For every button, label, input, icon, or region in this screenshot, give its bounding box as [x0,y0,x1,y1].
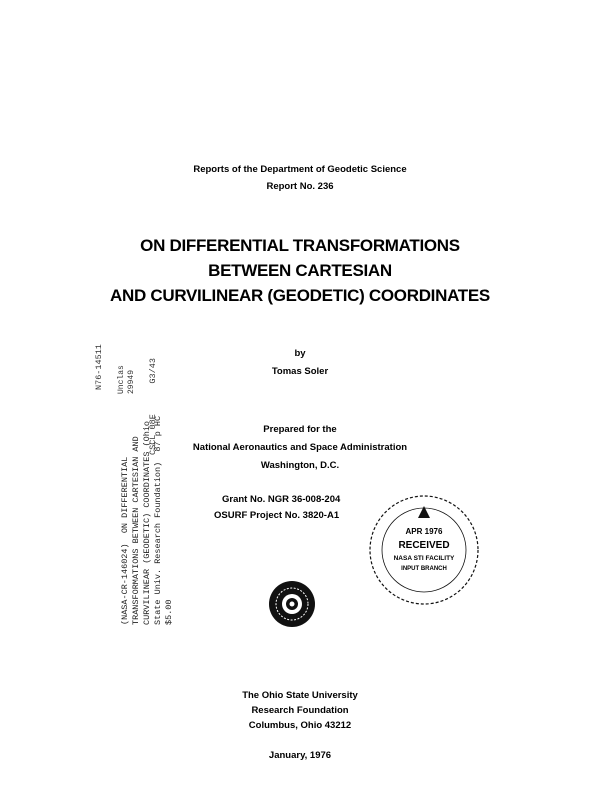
stamp-status: RECEIVED [398,540,450,551]
report-number: Report No. 236 [266,181,334,192]
stamp-facility: NASA STI FACILITY [393,555,455,562]
grant-number: Grant No. NGR 36-008-204 [222,494,341,505]
margin-accession-number: N76-14511 [94,344,104,390]
margin-citation: (NASA-CR-146024) ON DIFFERENTIAL TRANSFORMATIONS BETWEEN CARTESIAN AND CURVILINEAR (GEODETIC) COORDINATES (Ohio State Univ. Research Foundation) 87 p HC $5.00 [120,415,174,625]
publication-date: January, 1976 [268,750,332,761]
publisher-address: Columbus, Ohio 43212 [248,720,352,731]
margin-category: CSCL 08E G3/43 [148,358,158,455]
stamp-date: APR 1976 [405,527,443,536]
project-number: OSURF Project No. 3820-A1 [214,510,340,521]
stamp-branch: INPUT BRANCH [401,566,447,572]
author-name: Tomas Soler [271,366,329,377]
sponsor-agency: National Aeronautics and Space Administration [192,442,408,453]
university-seal-icon [268,580,316,628]
arrow-icon [418,506,430,518]
received-stamp [366,492,482,608]
margin-unclassified: Unclas 29949 [117,365,136,394]
series-title: Reports of the Department of Geodetic Science [193,164,407,175]
title-line-3: AND CURVILINEAR (GEODETIC) COORDINATES [110,286,490,305]
sponsor-location: Washington, D.C. [260,460,340,471]
prepared-for-label: Prepared for the [263,424,337,435]
foundation-name: Research Foundation [251,705,349,716]
title-line-1: ON DIFFERENTIAL TRANSFORMATIONS [140,236,460,255]
university-name: The Ohio State University [242,690,358,701]
title-line-2: BETWEEN CARTESIAN [208,261,392,280]
by-label: by [294,348,306,359]
